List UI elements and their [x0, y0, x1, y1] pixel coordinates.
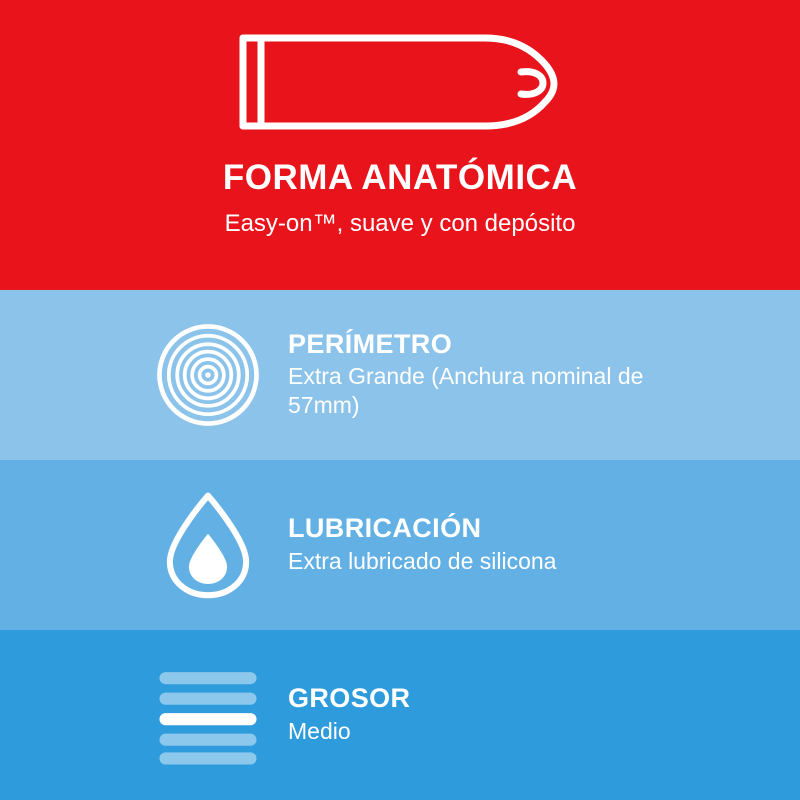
feature-text-grosor — [288, 684, 410, 745]
feature-text-lubricacion — [288, 514, 556, 575]
feature-description: Extra lubricado de silicona — [288, 547, 557, 574]
feature-row-grosor — [0, 630, 800, 800]
feature-row-lubricacion — [0, 460, 800, 630]
hero-section — [0, 0, 800, 290]
thickness-bars-icon — [148, 659, 268, 771]
hero-title: FORMA ANATÓMICA — [222, 158, 578, 197]
feature-description: Extra Grande (Anchura nominal de 57mm) — [288, 363, 644, 419]
feature-title: GROSOR — [288, 683, 411, 714]
feature-title: PERÍMETRO — [288, 329, 453, 360]
water-drop-icon — [148, 488, 268, 602]
condom-outline-icon — [235, 26, 565, 138]
feature-description: Medio — [288, 717, 351, 744]
concentric-circles-icon — [148, 319, 268, 431]
feature-row-perimetro — [0, 290, 800, 460]
feature-title: LUBRICACIÓN — [288, 513, 482, 544]
hero-subtitle: Easy-on™, suave y con depósito — [224, 210, 576, 237]
feature-text-perimetro — [288, 330, 718, 420]
